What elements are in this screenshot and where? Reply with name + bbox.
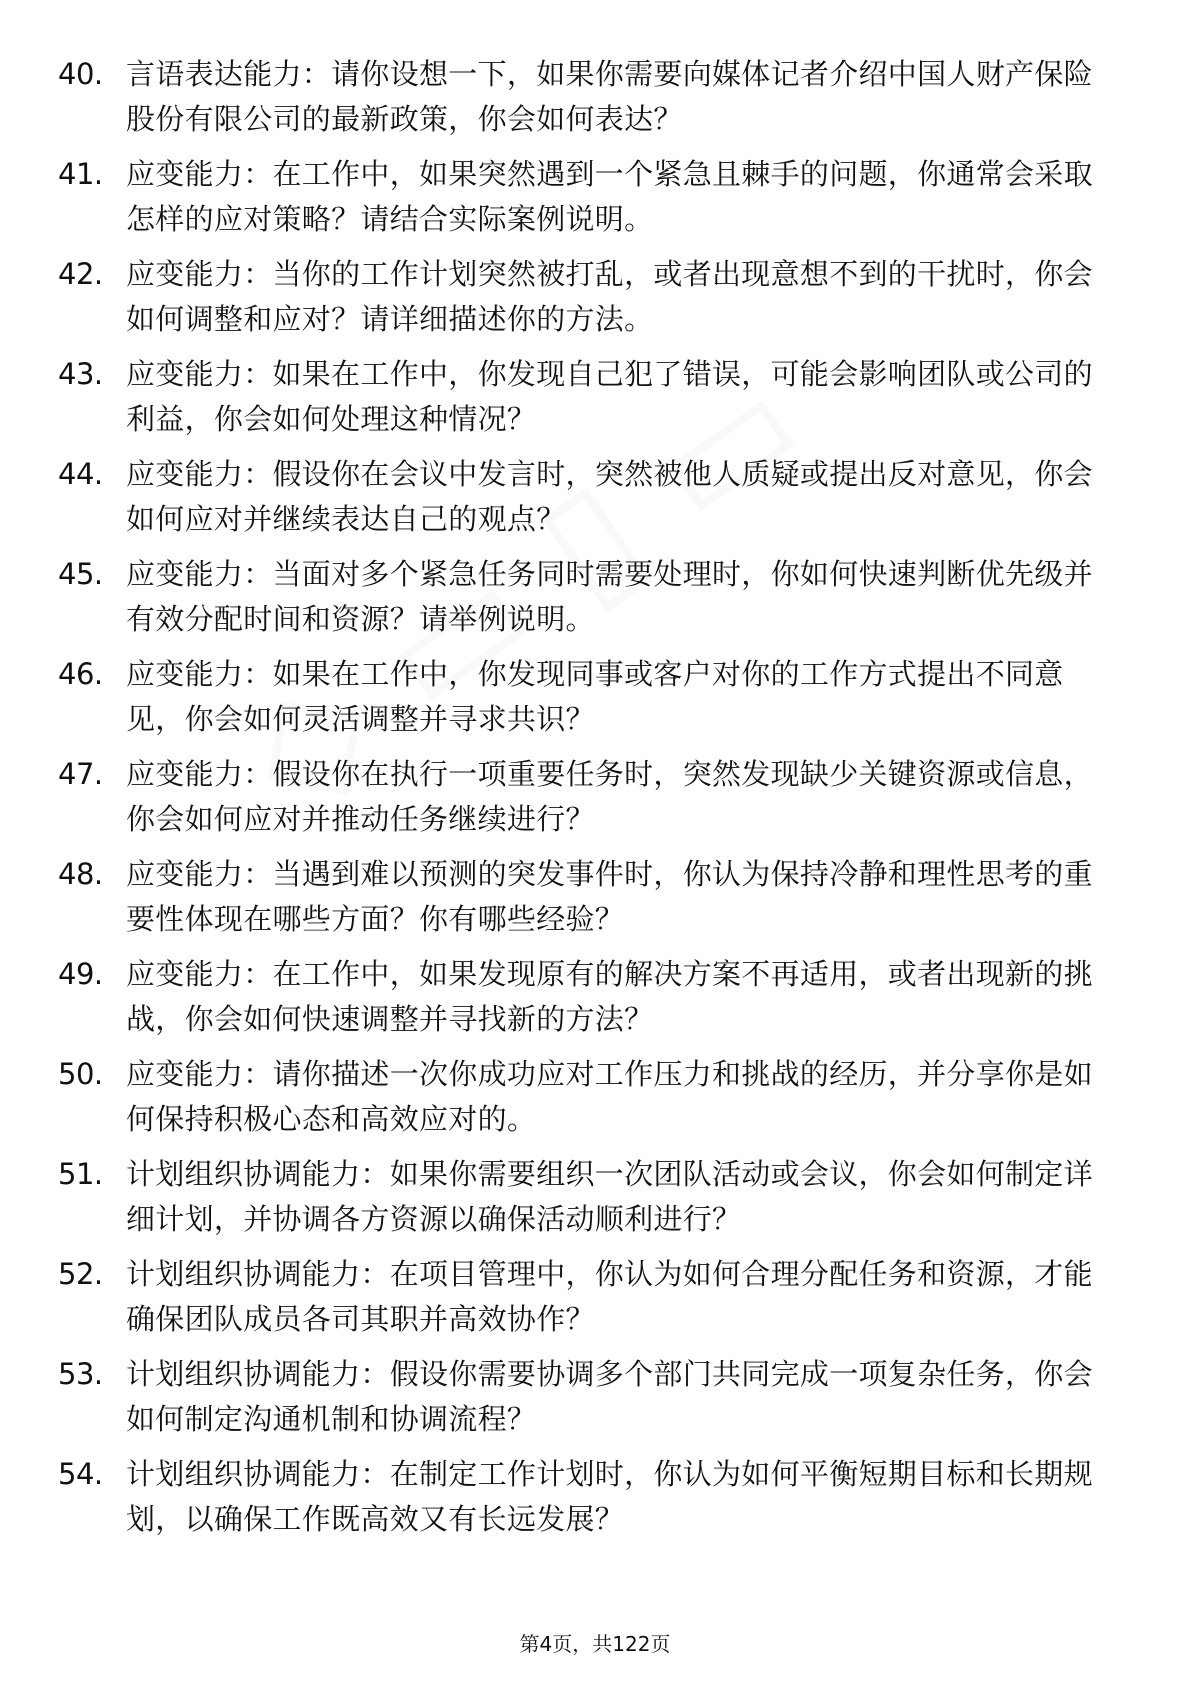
question-text: 计划组织协调能力：如果你需要组织一次团队活动或会议，你会如何制定详细计划，并协调各方资源以确保活动顺利进行？ bbox=[126, 1157, 1093, 1236]
question-number: 54. bbox=[58, 1457, 103, 1491]
question-item bbox=[58, 52, 1118, 152]
page-footer bbox=[0, 1631, 1190, 1657]
question-text: 应变能力：当你的工作计划突然被打乱，或者出现意想不到的干扰时，你会如何调整和应对？请详细描述你的方法。 bbox=[126, 257, 1093, 336]
question-item bbox=[58, 752, 1118, 852]
question-text: 计划组织协调能力：假设你需要协调多个部门共同完成一项复杂任务，你会如何制定沟通机制和协调流程？ bbox=[126, 1357, 1093, 1436]
question-item bbox=[58, 1252, 1118, 1352]
question-text: 应变能力：当遇到难以预测的突发事件时，你认为保持冷静和理性思考的重要性体现在哪些方面？你有哪些经验？ bbox=[126, 857, 1093, 936]
question-number: 43. bbox=[58, 357, 103, 391]
page-number-label: 第4页，共122页 bbox=[519, 1632, 671, 1656]
question-text: 言语表达能力：请你设想一下，如果你需要向媒体记者介绍中国人财产保险股份有限公司的最新政策，你会如何表达？ bbox=[126, 57, 1093, 136]
question-item bbox=[58, 352, 1118, 452]
question-item bbox=[58, 1352, 1118, 1452]
question-number: 45. bbox=[58, 557, 103, 591]
question-text: 应变能力：在工作中，如果突然遇到一个紧急且棘手的问题，你通常会采取怎样的应对策略？请结合实际案例说明。 bbox=[126, 157, 1093, 236]
question-item bbox=[58, 652, 1118, 752]
question-number: 49. bbox=[58, 957, 103, 991]
question-text: 应变能力：假设你在执行一项重要任务时，突然发现缺少关键资源或信息，你会如何应对并推动任务继续进行？ bbox=[126, 757, 1093, 836]
question-number: 51. bbox=[58, 1157, 103, 1191]
question-item bbox=[58, 852, 1118, 952]
question-item bbox=[58, 252, 1118, 352]
question-item bbox=[58, 952, 1118, 1052]
question-number: 47. bbox=[58, 757, 103, 791]
question-text: 计划组织协调能力：在项目管理中，你认为如何合理分配任务和资源，才能确保团队成员各司其职并高效协作？ bbox=[126, 1257, 1093, 1336]
question-number: 42. bbox=[58, 257, 103, 291]
question-text: 应变能力：假设你在会议中发言时，突然被他人质疑或提出反对意见，你会如何应对并继续表达自己的观点？ bbox=[126, 457, 1093, 536]
question-item bbox=[58, 152, 1118, 252]
question-number: 53. bbox=[58, 1357, 103, 1391]
question-item bbox=[58, 1052, 1118, 1152]
question-text: 应变能力：在工作中，如果发现原有的解决方案不再适用，或者出现新的挑战，你会如何快速调整并寻找新的方法？ bbox=[126, 957, 1093, 1036]
question-number: 48. bbox=[58, 857, 103, 891]
question-list bbox=[58, 52, 1118, 1552]
question-item bbox=[58, 1152, 1118, 1252]
question-number: 46. bbox=[58, 657, 103, 691]
question-number: 40. bbox=[58, 57, 103, 91]
question-text: 应变能力：请你描述一次你成功应对工作压力和挑战的经历，并分享你是如何保持积极心态和高效应对的。 bbox=[126, 1057, 1093, 1136]
question-text: 计划组织协调能力：在制定工作计划时，你认为如何平衡短期目标和长期规划，以确保工作既高效又有长远发展？ bbox=[126, 1457, 1093, 1536]
question-item bbox=[58, 1452, 1118, 1552]
question-text: 应变能力：当面对多个紧急任务同时需要处理时，你如何快速判断优先级并有效分配时间和资源？请举例说明。 bbox=[126, 557, 1093, 636]
question-number: 44. bbox=[58, 457, 103, 491]
question-item bbox=[58, 452, 1118, 552]
question-number: 41. bbox=[58, 157, 103, 191]
question-number: 52. bbox=[58, 1257, 103, 1291]
question-item bbox=[58, 552, 1118, 652]
question-text: 应变能力：如果在工作中，你发现同事或客户对你的工作方式提出不同意见，你会如何灵活调整并寻求共识？ bbox=[126, 657, 1064, 736]
question-number: 50. bbox=[58, 1057, 103, 1091]
question-text: 应变能力：如果在工作中，你发现自己犯了错误，可能会影响团队或公司的利益，你会如何处理这种情况？ bbox=[126, 357, 1093, 436]
